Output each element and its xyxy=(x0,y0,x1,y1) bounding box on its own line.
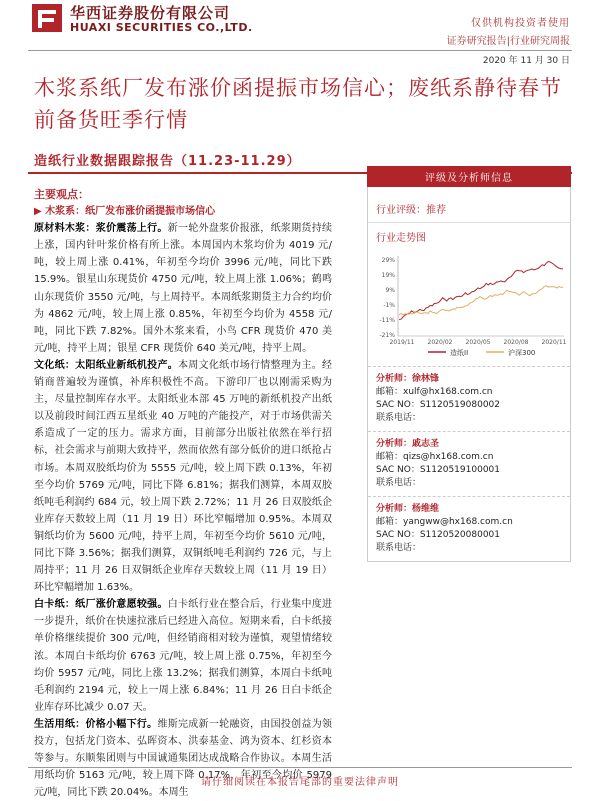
analyst-role: 分析师： xyxy=(376,504,413,514)
analyst-email[interactable]: 邮箱：yangww@hx168.com.cn xyxy=(376,517,513,527)
trend-chart-title: 行业走势图 xyxy=(376,233,426,244)
footer-divider xyxy=(28,767,572,768)
x-tick-label: 2020/11 xyxy=(541,339,567,346)
industry-rating xyxy=(368,187,570,223)
paragraph-culture-paper xyxy=(34,357,332,596)
y-tick-label: -1% xyxy=(383,302,395,309)
company-name-cn: 华西证券股份有限公司 xyxy=(70,4,231,22)
report-date: 2020 年 11 月 30 日 xyxy=(482,56,570,66)
report-title: 木浆系纸厂发布涨价函提振市场信心；废纸系静待春节前备货旺季行情 xyxy=(34,76,562,132)
paragraph-pulp xyxy=(34,220,332,357)
legend-label-hs300: 沪深300 xyxy=(508,349,536,357)
rating-value: 推荐 xyxy=(426,205,446,216)
analyst-card xyxy=(368,366,570,431)
x-tick-label: 2020/05 xyxy=(465,339,491,346)
main-content xyxy=(34,186,332,801)
analyst-card xyxy=(368,431,570,496)
sidebar-header: 评级及分析师信息 xyxy=(367,166,571,187)
y-tick-label: -21% xyxy=(379,332,395,339)
legal-footer: 请仔细阅读在本报告尾部的重要法律声明 xyxy=(201,777,399,788)
x-tick-label: 2020/02 xyxy=(427,339,453,346)
analyst-sac: SAC NO：S1120519080002 xyxy=(376,400,500,410)
analyst-name: 徐林锋 xyxy=(412,374,440,384)
paragraph-tissue xyxy=(34,716,332,801)
y-tick-label: 29% xyxy=(381,257,395,264)
analyst-email[interactable]: 邮箱：xulf@hx168.com.cn xyxy=(376,387,493,397)
y-tick-label: -11% xyxy=(379,317,395,324)
sidebar-box xyxy=(367,187,571,562)
pulp-text: 新一轮外盘浆价报涨，纸浆期货持续上涨，国内针叶浆价格有所上涨。本周国内木浆均价为 4019 元/吨，较上周上涨 0.41%，年初至今均价 3996 元/吨，同比下跌 15.9%。银星山东现货价 4750 元/吨，较上周上涨 1.06%；鹤鸣山东现货价 3550 元/吨，与上周持平。本周纸浆期货主力合约均价为 4862 元/吨，较上周上涨 0.85%，年初至今均价为 4558 元/吨，同比下跌 7.82%。国外木浆来看，小鸟 CFR 现货价 470 美元/吨，持平上周；银星 CFR 现货价 640 美元/吨，持平上周。 xyxy=(34,223,333,354)
analyst-phone: 联系电话： xyxy=(376,543,422,553)
paragraph-white-card xyxy=(34,596,332,716)
pulp-lead: 原材料木浆： xyxy=(34,223,96,235)
whitecard-highlight: 纸厂涨价意愿较强。 xyxy=(75,599,168,611)
whitecard-text: 白卡纸行业在整合后，行业集中度进一步提升，纸价在快速拉涨后已经进入高位。短期来看，白卡纸接单价格继续提价 300 元/吨，但经销商相对较为谨慎，观望情绪较浓。本周白卡纸均价 6763 元/吨，较上周上涨 0.75%，年初至今均价 5957 元/吨，同比上涨 13.2%；据我们测算，本周白卡纸吨毛利润约 2194 元，较上一周上涨 6.84%；11 月 26 日白卡纸企业库存环比减少 0.07 天。 xyxy=(34,599,333,713)
y-tick-label: 19% xyxy=(381,272,395,279)
rating-label: 行业评级： xyxy=(376,205,426,216)
pulp-bullet: ▶ 木浆系：纸厂发布涨价函提振市场信心 xyxy=(34,206,216,218)
analyst-phone: 联系电话： xyxy=(376,413,422,423)
culture-highlight: 太阳纸业新纸机投产。 xyxy=(75,359,179,371)
x-tick-label: 2020/08 xyxy=(503,339,529,346)
y-tick-label: 9% xyxy=(385,287,395,294)
analyst-role: 分析师： xyxy=(376,374,413,384)
audience-note: 仅供机构投资者使用 xyxy=(471,18,570,29)
analyst-sac: SAC NO：S1120520080001 xyxy=(376,530,500,540)
analyst-name: 戚志圣 xyxy=(412,439,440,449)
legend-label-paper: 造纸II xyxy=(450,349,469,357)
x-tick-label: 2019/11 xyxy=(389,339,415,346)
tissue-highlight: 价格小幅下行。 xyxy=(85,718,158,730)
header-divider xyxy=(28,50,572,51)
analyst-name: 杨维维 xyxy=(412,504,440,514)
sidebar xyxy=(367,166,571,562)
analyst-email[interactable]: 邮箱：qizs@hx168.com.cn xyxy=(376,452,494,462)
whitecard-lead: 白卡纸： xyxy=(34,599,76,611)
analyst-card xyxy=(368,496,570,561)
company-logo-icon xyxy=(30,2,64,34)
tissue-text: 维斯完成新一轮融资，由国投创益为领投方，包括龙门资本、弘晖资本、洪泰基金、鸿为资本、红杉资本等参与。东顺集团则与中国诚通集团达成战略合作协议。本周生活用纸均价 5163 元/吨，较上周下降 0.17%，年初至今均价 5979 元/吨，同比下跌 20.04%。本周生 xyxy=(34,718,333,799)
culture-text: 本周文化纸市场行情整理为主。经销商普遍较为谨慎，补库积极性不高。下游印厂也以刚需采购为主，尽量控制库存水平。太阳纸业本部 45 万吨的新纸机投产出纸以及前段时间江西五星纸业 40 万吨的产能投产，对于市场供需关系造成了一定的压力。需求方面，目前部分出版社依然在举行招标，社会需求与前期大致持平，然而依然有部分低价的进口纸抢占市场。本周双胶纸均价为 5555 元/吨，较上周下跌 0.13%，年初至今均价 5769 元/吨，同比下降 6.81%；据我们测算，本周双胶纸吨毛利润约 684 元，较上周下跌 2.72%；11 月 26 日双胶纸企业库存天数较上周（11 月 19 日）环比窄幅增加 0.95%。本周双铜纸均价为 5600 元/吨，持平上周，年初至今均价 5610 元/吨，同比下降 3.56%；据我们测算，双铜纸吨毛利润约 726 元，与上周持平；11 月 26 日双铜纸企业库存天数较上周（11 月 19 日）环比窄幅增加 1.63%。 xyxy=(34,359,333,594)
section-title: 主要观点： xyxy=(34,188,89,201)
report-type: 证券研究报告|行业研究周报 xyxy=(446,36,570,47)
report-subtitle: 造纸行业数据跟踪报告（11.23-11.29） xyxy=(34,154,301,169)
culture-lead: 文化纸： xyxy=(34,359,76,371)
pulp-highlight: 浆价震荡上行。 xyxy=(95,223,168,235)
tissue-lead: 生活用纸： xyxy=(34,718,86,730)
trend-chart xyxy=(368,250,570,362)
analyst-role: 分析师： xyxy=(376,439,413,449)
analyst-phone: 联系电话： xyxy=(376,478,422,488)
analyst-sac: SAC NO：S1120519100001 xyxy=(376,465,500,475)
company-name-en: HUAXI SECURITIES CO.,LTD. xyxy=(70,21,253,34)
